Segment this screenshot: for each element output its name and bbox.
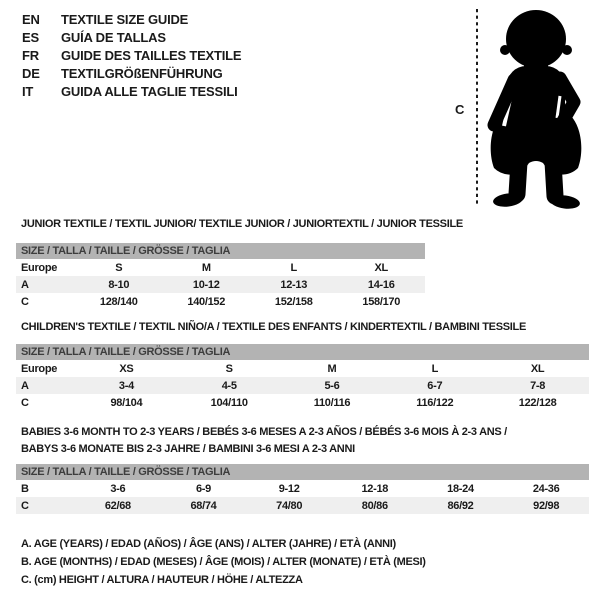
table-row <box>16 394 589 411</box>
table-row <box>16 497 589 514</box>
junior-section-title: JUNIOR TEXTILE / TEXTIL JUNIOR/ TEXTILE JUNIOR / JUNIORTEXTIL / JUNIOR TESSILE <box>21 218 463 230</box>
value-cell: M <box>327 362 337 375</box>
row-label-cell: C <box>21 396 29 409</box>
table-row <box>16 377 589 394</box>
value-cell: 122/128 <box>518 396 557 409</box>
baby-figure <box>450 4 598 212</box>
value-cell: XL <box>374 261 388 274</box>
height-label: C <box>455 102 465 117</box>
value-cell: 4-5 <box>221 379 237 392</box>
language-title-list <box>22 11 241 101</box>
table-row <box>16 259 425 276</box>
value-cell: XS <box>119 362 134 375</box>
table-row <box>16 276 425 293</box>
value-cell: 5-6 <box>324 379 340 392</box>
babies-size-band: SIZE / TALLA / TAILLE / GRÖSSE / TAGLIA <box>16 464 589 480</box>
lang-code: FR <box>22 48 39 63</box>
lang-title: GUIDA ALLE TAGLIE TESSILI <box>61 84 238 99</box>
babies-title-line-1: BABIES 3-6 MONTH TO 2-3 YEARS / BEBÉS 3-6 MESES A 2-3 AÑOS / BÉBÉS 3-6 MOIS À 2-3 ANS / <box>21 426 507 438</box>
table-row <box>16 360 589 377</box>
row-label-cell: A <box>21 379 29 392</box>
value-cell: 24-36 <box>532 482 560 495</box>
children-size-band: SIZE / TALLA / TAILLE / GRÖSSE / TAGLIA <box>16 344 589 360</box>
footnote-c: C. (cm) HEIGHT / ALTURA / HAUTEUR / HÖHE / ALTEZZA <box>21 574 303 586</box>
lang-code: ES <box>22 30 39 45</box>
value-cell: 18-24 <box>447 482 474 495</box>
value-cell: 3-4 <box>118 379 134 392</box>
footnote-a: A. AGE (YEARS) / EDAD (AÑOS) / ÂGE (ANS) / ALTER (JAHRE) / ETÀ (ANNI) <box>21 538 396 550</box>
row-label-cell: C <box>21 295 29 308</box>
footnote-legend <box>21 535 426 589</box>
lang-code: IT <box>22 84 34 99</box>
value-cell: 86/92 <box>447 499 474 512</box>
value-cell: L <box>431 362 438 375</box>
value-cell: 92/98 <box>533 499 560 512</box>
lang-row-en <box>22 11 241 29</box>
lang-title: GUÍA DE TALLAS <box>61 30 166 45</box>
row-label-cell: C <box>21 499 29 512</box>
children-size-table <box>16 360 589 411</box>
value-cell: 6-7 <box>427 379 443 392</box>
value-cell: 6-9 <box>195 482 211 495</box>
value-cell: 104/110 <box>210 396 248 409</box>
value-cell: S <box>115 261 123 274</box>
value-cell: 12-13 <box>280 278 308 291</box>
lang-title: GUIDE DES TAILLES TEXTILE <box>61 48 242 63</box>
lang-row-de <box>22 65 241 83</box>
value-cell: 128/140 <box>99 295 138 308</box>
value-cell: 7-8 <box>530 379 546 392</box>
value-cell: 62/68 <box>104 499 131 512</box>
value-cell: 116/122 <box>416 396 454 409</box>
row-label-cell: Europe <box>21 362 58 375</box>
lang-code: EN <box>22 12 40 27</box>
value-cell: 10-12 <box>192 278 220 291</box>
value-cell: 152/158 <box>274 295 313 308</box>
value-cell: 8-10 <box>108 278 130 291</box>
value-cell: 14-16 <box>367 278 395 291</box>
value-cell: L <box>290 261 297 274</box>
value-cell: 80/86 <box>361 499 388 512</box>
babies-section-title <box>21 424 507 458</box>
value-cell: 110/116 <box>313 396 351 409</box>
table-row <box>16 480 589 497</box>
lang-code: DE <box>22 66 40 81</box>
value-cell: M <box>201 261 211 274</box>
baby-silhouette-icon <box>450 4 598 212</box>
value-cell: 68/74 <box>190 499 217 512</box>
value-cell: 74/80 <box>276 499 303 512</box>
value-cell: S <box>225 362 233 375</box>
babies-title-line-2: BABYS 3-6 MONATE BIS 2-3 JAHRE / BAMBINI 3-6 MESI A 2-3 ANNI <box>21 443 355 455</box>
row-label-cell: A <box>21 278 29 291</box>
footnote-b: B. AGE (MONTHS) / EDAD (MESES) / ÂGE (MOIS) / ALTER (MONATE) / ETÀ (MESI) <box>21 556 426 568</box>
lang-row-es <box>22 29 241 47</box>
babies-size-table <box>16 480 589 514</box>
value-cell: 3-6 <box>110 482 126 495</box>
lang-row-fr <box>22 47 241 65</box>
value-cell: 9-12 <box>278 482 300 495</box>
value-cell: 158/170 <box>362 295 401 308</box>
table-row <box>16 293 425 310</box>
value-cell: 98/104 <box>110 396 143 409</box>
junior-size-table <box>16 259 425 310</box>
lang-row-it <box>22 83 241 101</box>
lang-title: TEXTILGRÖßENFÜHRUNG <box>61 66 223 81</box>
value-cell: 140/152 <box>187 295 226 308</box>
children-section-title: CHILDREN'S TEXTILE / TEXTIL NIÑO/A / TEXTILE DES ENFANTS / KINDERTEXTIL / BAMBINI TESSILE <box>21 321 526 333</box>
value-cell: XL <box>530 362 545 375</box>
row-label-cell: Europe <box>21 261 58 274</box>
junior-size-band: SIZE / TALLA / TAILLE / GRÖSSE / TAGLIA <box>16 243 425 259</box>
value-cell: 12-18 <box>361 482 389 495</box>
lang-title: TEXTILE SIZE GUIDE <box>61 12 189 27</box>
row-label-cell: B <box>21 482 29 495</box>
